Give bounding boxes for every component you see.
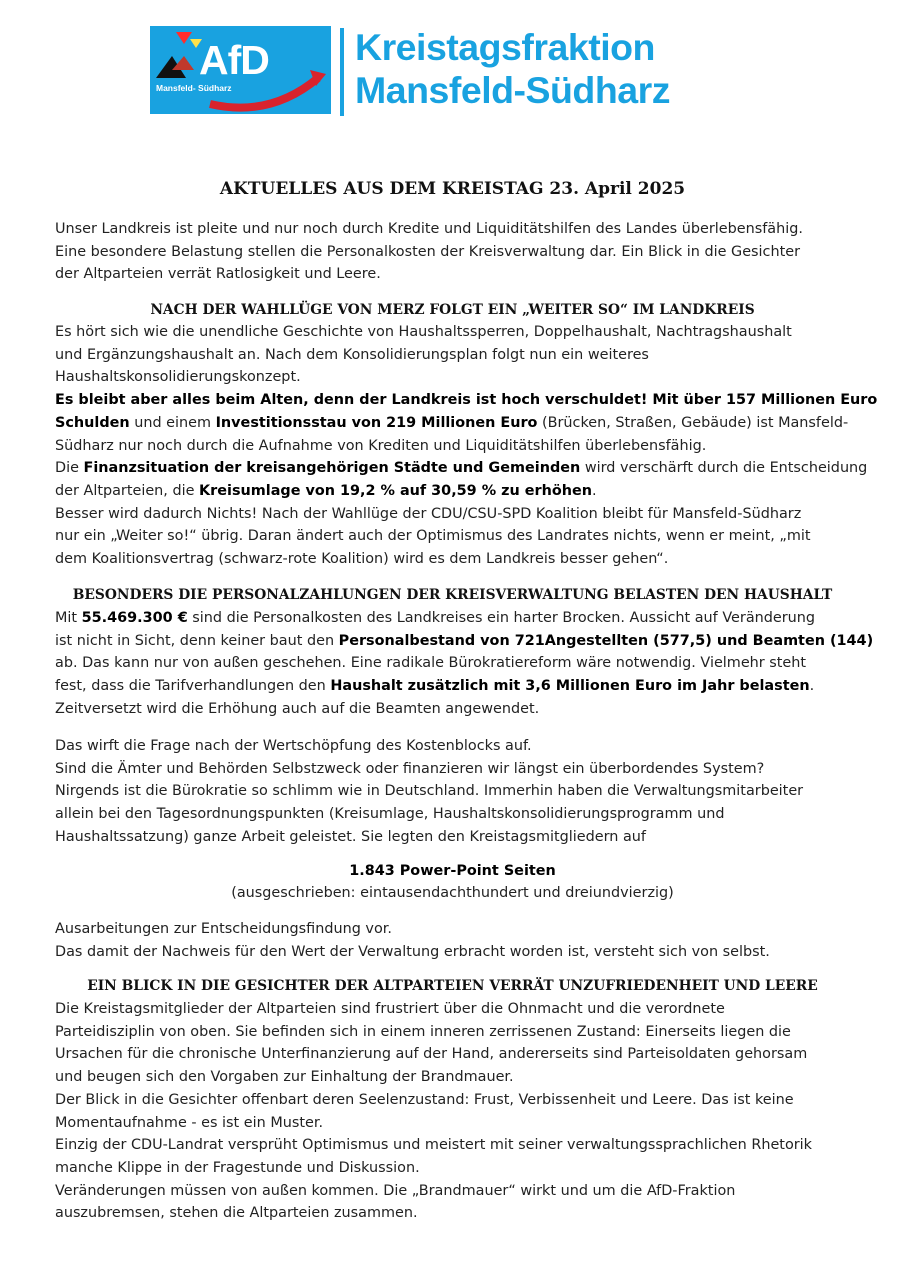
text-line <box>55 480 855 503</box>
text-line: Parteidisziplin von oben. Sie befinden sich in einem inneren zerrissenen Zustand: Einerseits liegen die <box>55 1023 791 1040</box>
text-line: Momentaufnahme - es ist ein Muster. <box>55 1114 324 1131</box>
text-span: . <box>809 678 815 695</box>
text-line: Haushaltskonsolidierungskonzept. <box>55 369 301 386</box>
bold-text: Schulden <box>55 414 130 431</box>
text-line: Einzig der CDU-Landrat versprüht Optimismus und meistert mit seiner verwaltungssprachlichen Rhetorik <box>55 1137 812 1154</box>
bold-text: Haushalt zusätzlich mit 3,6 Millionen Euro im Jahr belasten <box>330 678 810 695</box>
header-divider <box>340 28 344 116</box>
logo-text: AfD <box>199 37 269 83</box>
section-2-paragraph-2 <box>55 735 855 849</box>
text-line: Das damit der Nachweis für den Wert der Verwaltung erbracht worden ist, versteht sich von selbst. <box>55 943 770 960</box>
text-line: Nirgends ist die Bürokratie so schlimm wie in Deutschland. Immerhin haben die Verwaltungsmitarbeiter <box>55 783 804 800</box>
text-line <box>55 457 868 480</box>
text-line: dem Koalitionsvertrag (schwarz-rote Koalition) wird es dem Landkreis besser gehen“. <box>55 551 669 568</box>
text-line: nur ein „Weiter so!“ übrig. Daran ändert auch der Optimismus des Landrates nichts, wenn er meint, „mit <box>55 528 811 545</box>
section-heading-2: BESONDERS DIE PERSONALZAHLUNGEN DER KREISVERWALTUNG BELASTEN DEN HAUSHALT <box>72 587 833 603</box>
text-line: Sind die Ämter und Behörden Selbstzweck oder finanzieren wir längst ein überbordendes System? <box>55 760 765 777</box>
bold-text: Investitionsstau von 219 Millionen Euro <box>215 414 538 431</box>
text-line: auszubremsen, stehen die Altparteien zusammen. <box>55 1205 418 1222</box>
text-line <box>55 630 874 653</box>
text-line: Der Blick in die Gesichter offenbart deren Seelenzustand: Frust, Verbissenheit und Leere. Das ist keine <box>55 1091 794 1108</box>
text-line: Zeitversetzt wird die Erhöhung auch auf die Beamten angewendet. <box>55 700 540 717</box>
text-line <box>55 607 855 630</box>
document-title: AKTUELLES AUS DEM KREISTAG 23. April 2025 <box>219 179 686 199</box>
text-line: manche Klippe in der Fragestunde und Diskussion. <box>55 1159 420 1176</box>
text-span: sind die Personalkosten des Landkreises ein harter Brocken. Aussicht auf Veränderung <box>187 610 816 626</box>
text-span: der Altparteien, die <box>55 482 200 499</box>
text-span: (Brücken, Straßen, Gebäude) ist Mansfeld- <box>537 414 849 431</box>
bold-text: Personalbestand von 721Angestellten (577,5) und Beamten (144) <box>338 632 874 649</box>
intro-paragraph <box>55 218 855 286</box>
bold-text: Kreisumlage von 19,2 % auf 30,59 % zu erhöhen <box>199 482 592 499</box>
powerpoint-count <box>0 860 905 883</box>
text-line: Eine besondere Belastung stellen die Personalkosten der Kreisverwaltung dar. Ein Blick in die Gesichter <box>55 243 800 260</box>
text-line: ab. Das kann nur von außen geschehen. Eine radikale Bürokratiereform wäre notwendig. Vielmehr steht <box>55 655 807 672</box>
text-line <box>55 675 855 698</box>
text-line: Besser wird dadurch Nichts! Nach der Wahllüge der CDU/CSU-SPD Koalition bleibt für Mansfeld-Südharz <box>55 505 802 522</box>
faction-title-line2: Mansfeld-Südharz <box>355 69 670 111</box>
text-line: und Ergänzungshaushalt an. Nach dem Konsolidierungsplan folgt nun ein weiteres <box>55 346 649 363</box>
section-1-body <box>55 321 878 571</box>
section-2-paragraph-3 <box>55 918 855 963</box>
text-span: Mit <box>55 610 82 626</box>
text-span: wird verschärft durch die Entscheidung <box>580 460 868 477</box>
text-span: Die <box>55 460 84 477</box>
text-line: und beugen sich den Vorgaben zur Einhaltung der Brandmauer. <box>55 1069 514 1086</box>
logo-region: Mansfeld- Südharz <box>156 83 232 93</box>
section-3-body <box>55 998 855 1225</box>
text-span: fest, dass die Tarifverhandlungen den <box>55 678 331 695</box>
text-span: ist nicht in Sicht, denn keiner baut den <box>55 632 339 649</box>
text-line: Das wirft die Frage nach der Wertschöpfung des Kostenblocks auf. <box>55 738 532 754</box>
text-line <box>55 389 878 412</box>
faction-title-line1: Kreistagsfraktion <box>355 26 655 68</box>
text-line: der Altparteien verrät Ratlosigkeit und Leere. <box>55 266 381 283</box>
text-span: . <box>592 482 597 499</box>
section-2-body <box>55 607 874 721</box>
text-line: Veränderungen müssen von außen kommen. Die „Brandmauer“ wirkt und um die AfD-Fraktion <box>55 1182 736 1199</box>
bold-text: Es bleibt aber alles beim Alten, denn der Landkreis ist hoch verschuldet! Mit über 157 Millionen Euro <box>55 392 878 409</box>
text-line: Unser Landkreis ist pleite und nur noch durch Kredite und Liquiditätshilfen des Landes überlebensfähig. <box>55 221 803 237</box>
bold-text: 55.469.300 € <box>81 610 188 626</box>
text-line: Ausarbeitungen zur Entscheidungsfindung vor. <box>55 921 392 937</box>
faction-title <box>355 26 670 112</box>
bold-text: Finanzsituation der kreisangehörigen Städte und Gemeinden <box>83 460 581 477</box>
text-line: allein bei den Tagesordnungspunkten (Kreisumlage, Haushaltskonsolidierungsprogramm und <box>55 806 725 823</box>
text-line: Es hört sich wie die unendliche Geschichte von Haushaltssperren, Doppelhaushalt, Nachtragshaushalt <box>55 324 792 340</box>
bold-text: 1.843 Power-Point Seiten <box>349 863 556 879</box>
section-heading-1: NACH DER WAHLLÜGE VON MERZ FOLGT EIN „WEITER SO“ IM LANDKREIS <box>150 302 755 318</box>
text-line: Ursachen für die chronische Unterfinanzierung auf der Hand, andererseits sind Parteisoldaten gehorsam <box>55 1046 808 1063</box>
powerpoint-count-words: (ausgeschrieben: eintausendachthundert und dreiundvierzig) <box>231 885 674 901</box>
section-heading-3: EIN BLICK IN DIE GESICHTER DER ALTPARTEIEN VERRÄT UNZUFRIEDENHEIT UND LEERE <box>87 978 818 994</box>
text-span: und einem <box>129 414 216 431</box>
afd-logo <box>150 26 331 114</box>
text-line <box>55 412 855 435</box>
letterhead <box>150 26 750 118</box>
text-line: Haushaltssatzung) ganze Arbeit geleistet. Sie legten den Kreistagsmitgliedern auf <box>55 828 646 845</box>
text-line: Südharz nur noch durch die Aufnahme von Krediten und Liquiditätshilfen überlebensfähig. <box>55 437 707 454</box>
text-line: Die Kreistagsmitglieder der Altparteien sind frustriert über die Ohnmacht und die verordnete <box>55 1001 725 1017</box>
